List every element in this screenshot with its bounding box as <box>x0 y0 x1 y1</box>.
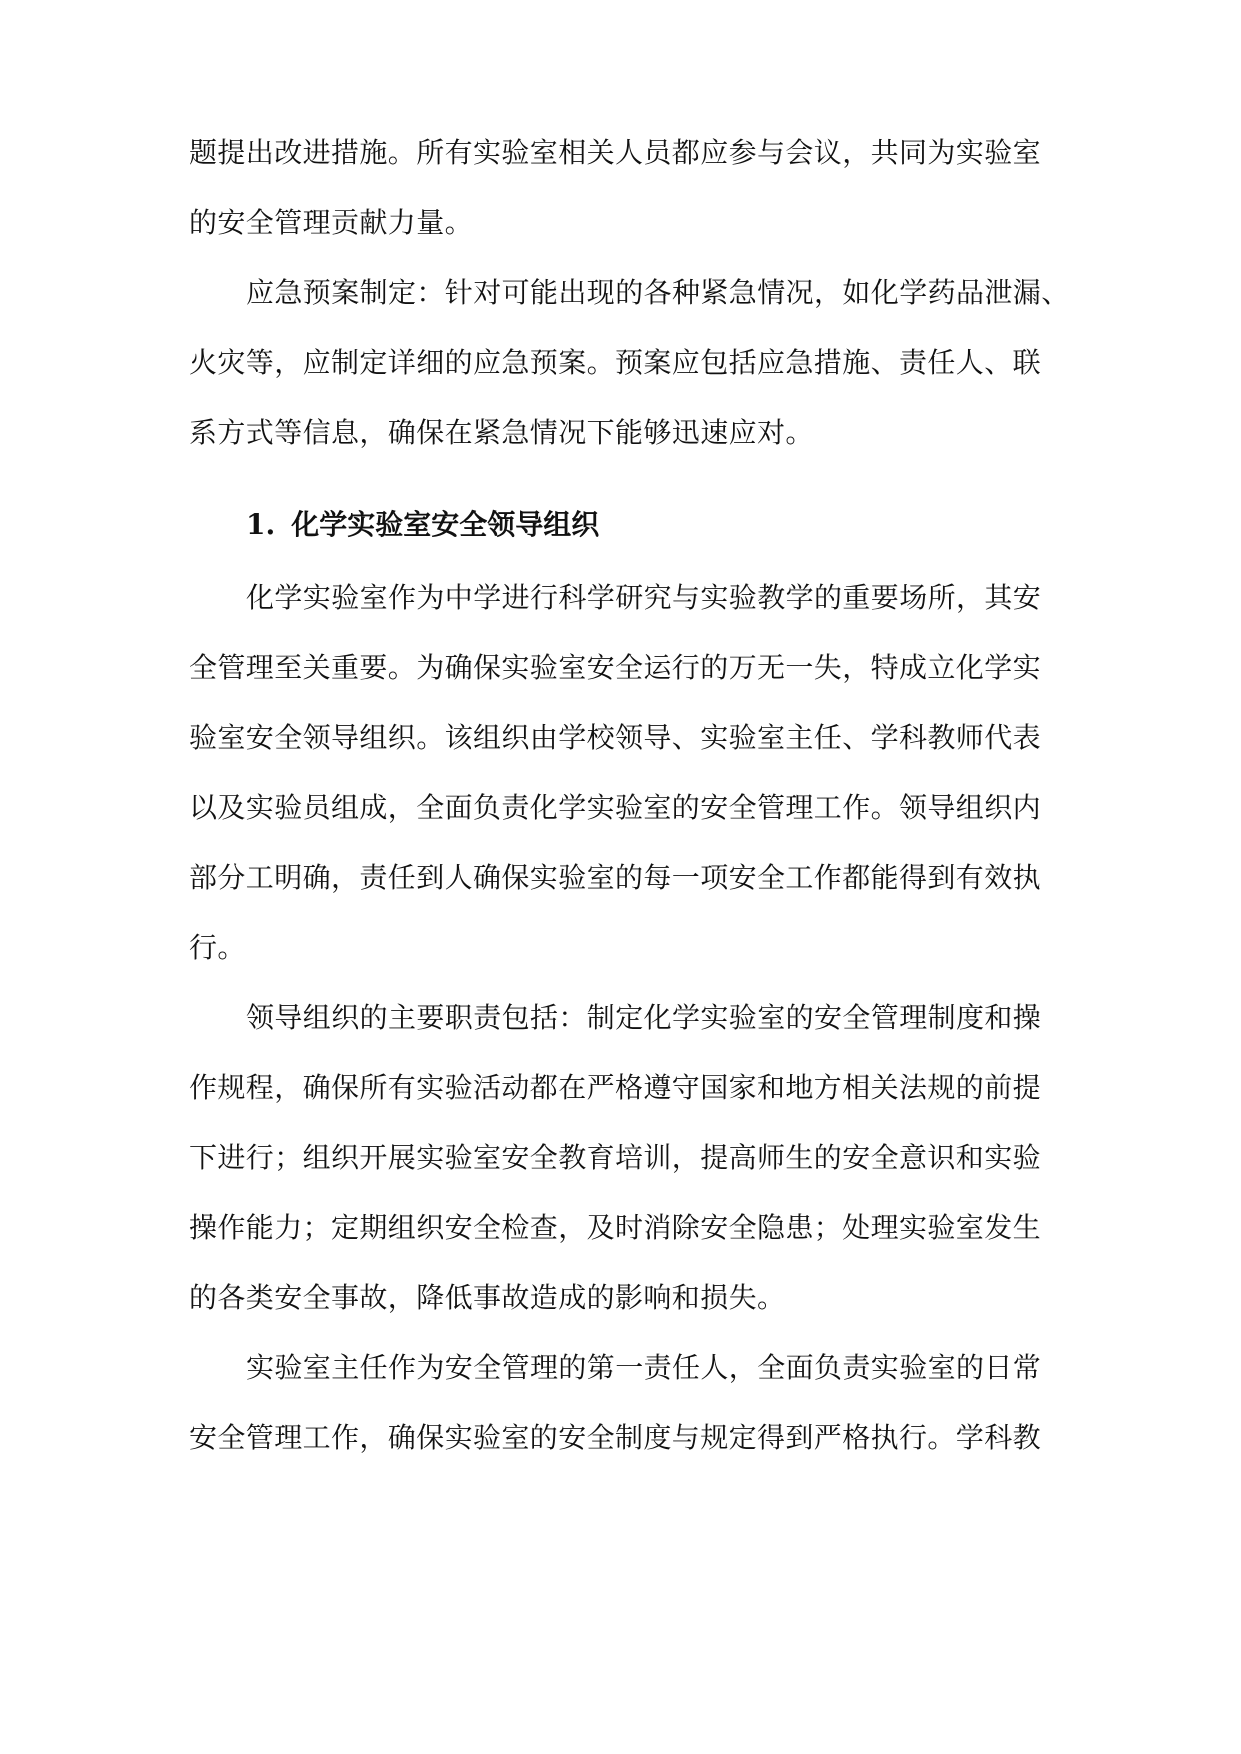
paragraph-line: 行。 <box>189 931 246 964</box>
paragraph-line: 实验室主任作为安全管理的第一责任人，全面负责实验室的日常 <box>246 1351 1042 1384</box>
paragraph-line: 的各类安全事故，降低事故造成的影响和损失。 <box>189 1281 786 1314</box>
paragraph-line: 以及实验员组成，全面负责化学实验室的安全管理工作。领导组织内 <box>189 791 1042 824</box>
paragraph-line: 系方式等信息，确保在紧急情况下能够迅速应对。 <box>189 416 814 449</box>
section-heading <box>246 505 599 545</box>
section-title: 化学实验室安全领导组织 <box>291 508 600 541</box>
paragraph-line: 的安全管理贡献力量。 <box>189 206 474 239</box>
paragraph-line: 火灾等，应制定详细的应急预案。预案应包括应急措施、责任人、联 <box>189 346 1042 379</box>
paragraph-line: 题提出改进措施。所有实验室相关人员都应参与会议，共同为实验室 <box>189 136 1042 169</box>
paragraph-line: 安全管理工作，确保实验室的安全制度与规定得到严格执行。学科教 <box>189 1421 1042 1454</box>
paragraph-line: 验室安全领导组织。该组织由学校领导、实验室主任、学科教师代表 <box>189 721 1042 754</box>
paragraph-line: 化学实验室作为中学进行科学研究与实验教学的重要场所，其安 <box>246 581 1042 614</box>
paragraph-line: 操作能力；定期组织安全检查，及时消除安全隐患；处理实验室发生 <box>189 1211 1042 1244</box>
paragraph-line: 领导组织的主要职责包括：制定化学实验室的安全管理制度和操 <box>246 1001 1042 1034</box>
section-number: 1. <box>246 508 276 541</box>
paragraph-line: 应急预案制定：针对可能出现的各种紧急情况，如化学药品泄漏、 <box>246 276 1070 309</box>
paragraph-line: 作规程，确保所有实验活动都在严格遵守国家和地方相关法规的前提 <box>189 1071 1042 1104</box>
paragraph-line: 部分工明确，责任到人确保实验室的每一项安全工作都能得到有效执 <box>189 861 1042 894</box>
paragraph-line: 下进行；组织开展实验室安全教育培训，提高师生的安全意识和实验 <box>189 1141 1042 1174</box>
paragraph-line: 全管理至关重要。为确保实验室安全运行的万无一失，特成立化学实 <box>189 651 1042 684</box>
